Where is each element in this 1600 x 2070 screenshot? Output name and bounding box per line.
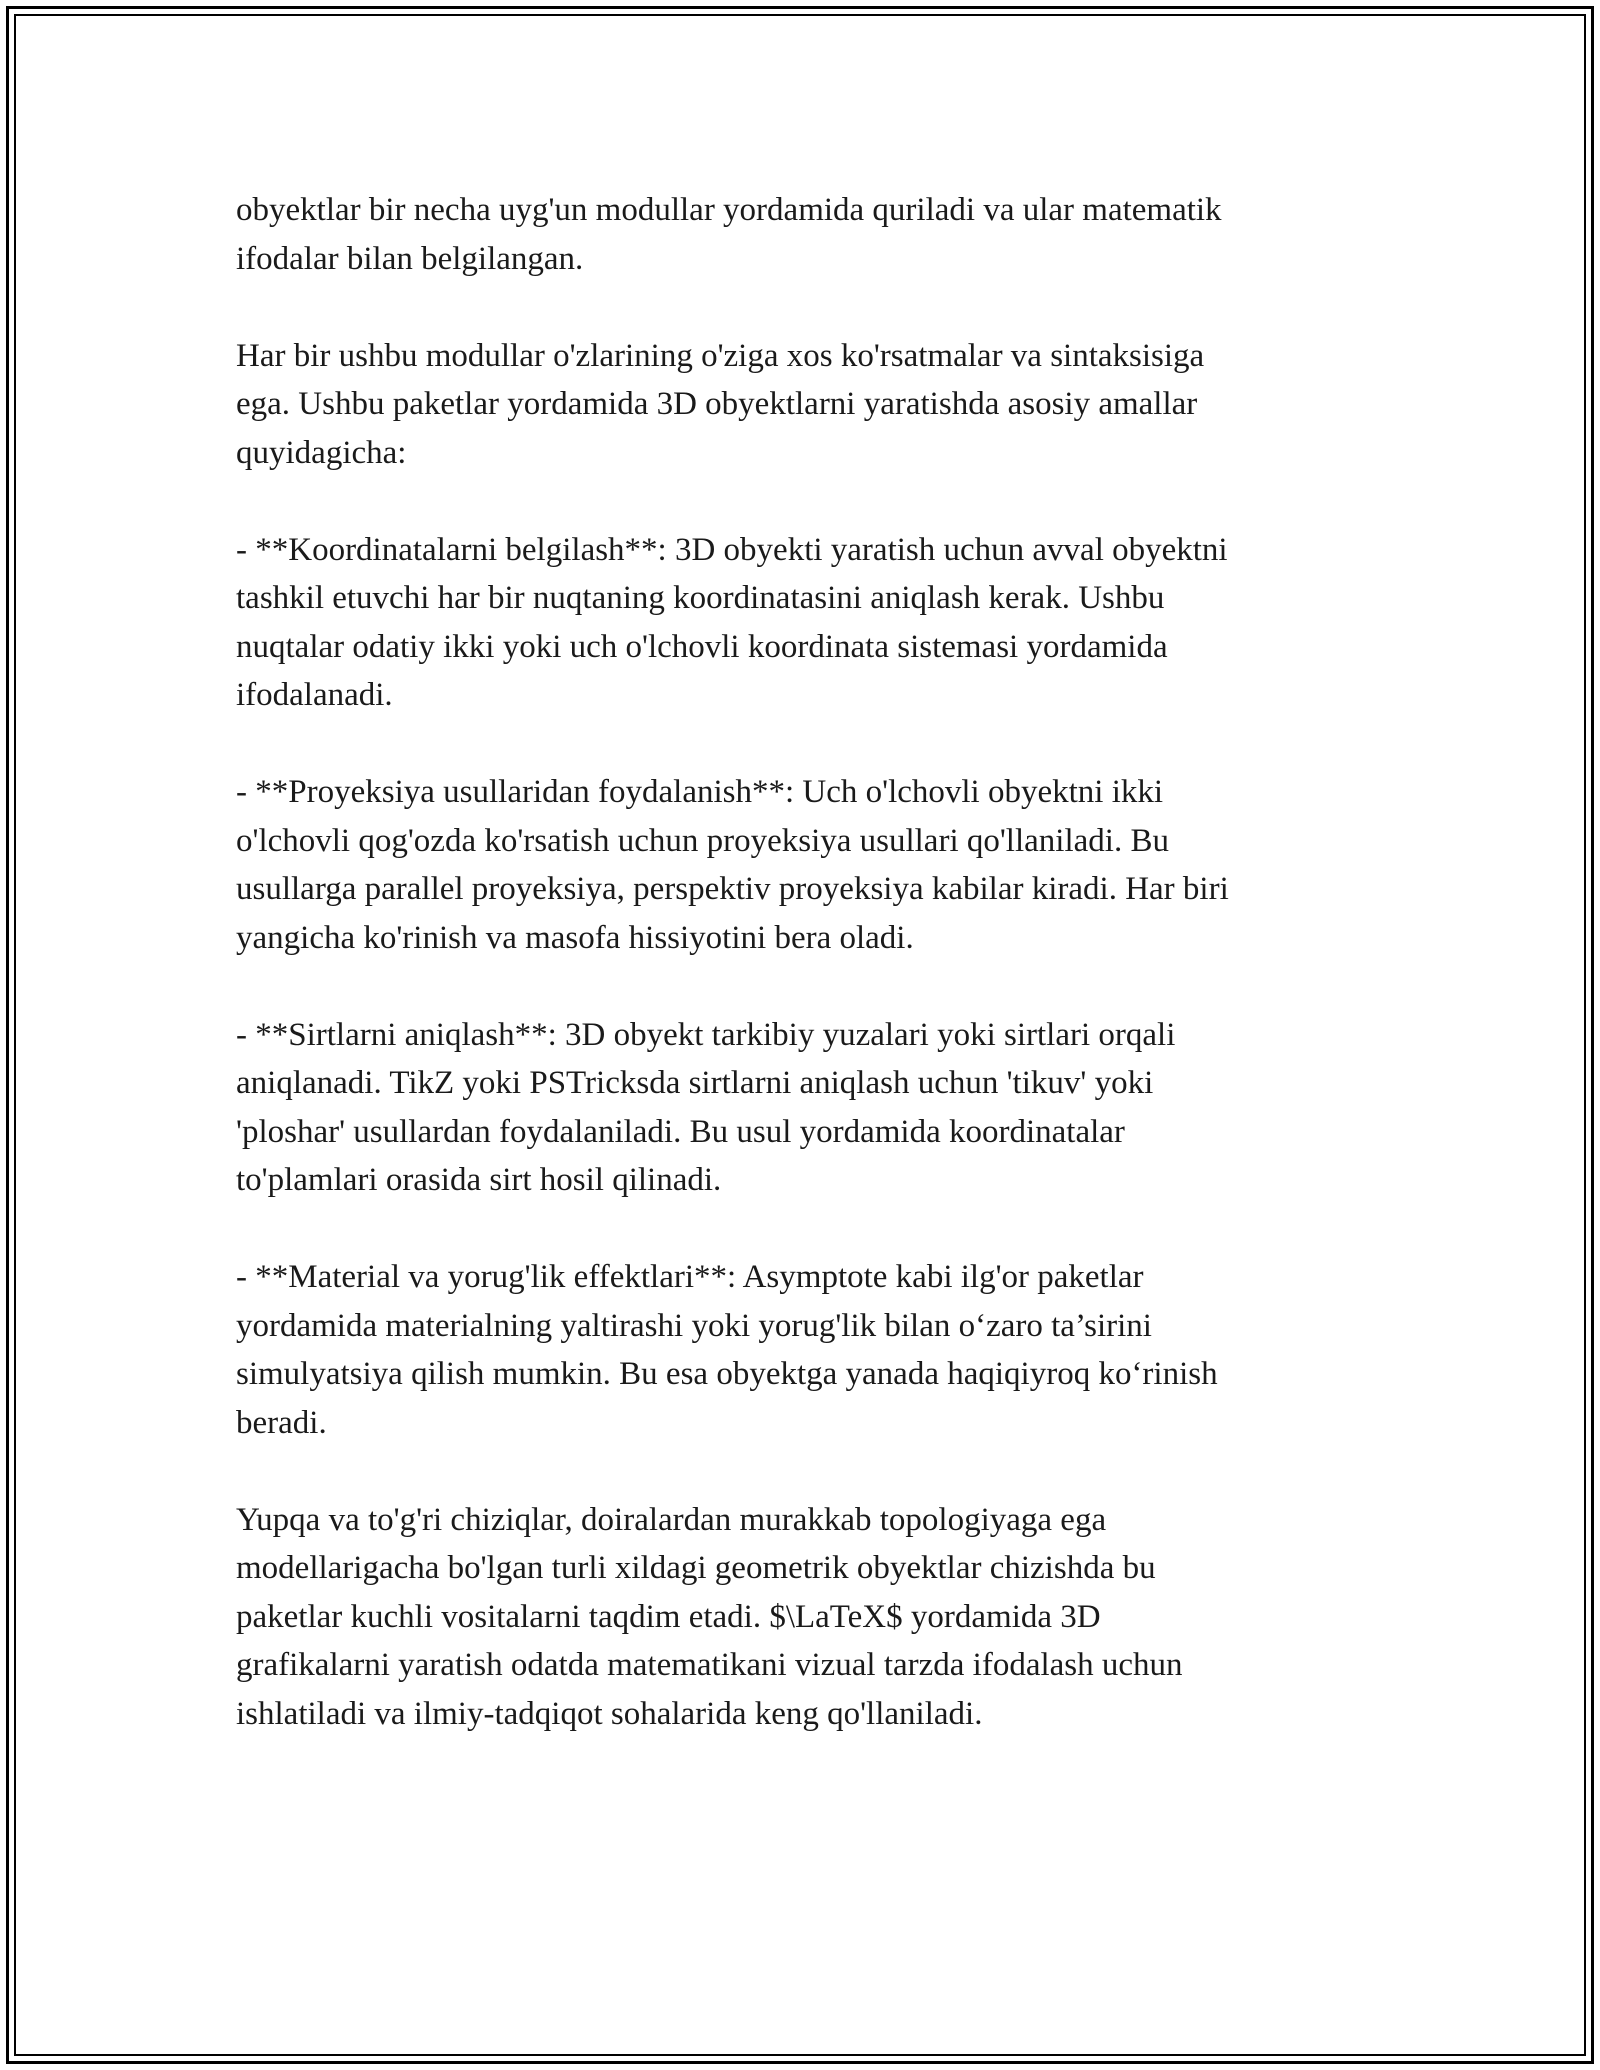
paragraph-conclusion: Yupqa va to'g'ri chiziqlar, doiralardan murakkab topologiyaga ega modellarigacha bo'lgan turli xildagi geometrik obyektlar chizishda bu paketlar kuchli vositalarni taqdim etadi. $\LaTeX$ yordamida 3D grafikalarni yaratish odatda matematikani vizual tarzda ifodalash uchun ishlatiladi va ilmiy-tadqiqot sohalarida keng qo'llaniladi. xyxy=(236,1501,1183,1732)
paragraph-intro: obyektlar bir necha uyg'un modullar yordamida quriladi va ular matematik ifodalar bilan belgilangan. xyxy=(236,192,1222,277)
list-item-material-lighting: - **Material va yorug'lik effektlari**: Asymptote kabi ilg'or paketlar yordamida materialning yaltirashi yoki yorug'lik bilan o‘zaro ta’sirini simulyatsiya qilish mumkin. Bu esa obyektga yanada haqiqiyroq ko‘rinish beradi. xyxy=(236,1259,1218,1441)
list-item-surfaces: - **Sirtlarni aniqlash**: 3D obyekt tarkibiy yuzalari yoki sirtlari orqali aniqlanadi. TikZ yoki PSTricksda sirtlarni aniqlash uchun 'tikuv' yoki 'ploshar' usullardan foydalaniladi. Bu usul yordamida koordinatalar to'plamlari orasida sirt hosil qilinadi. xyxy=(236,1016,1176,1198)
list-item-projection: - **Proyeksiya usullaridan foydalanish**: Uch o'lchovli obyektni ikki o'lchovli qog'ozda ko'rsatish uchun proyeksiya usullari qo'llaniladi. Bu usullarga parallel proyeksiya, perspektiv proyeksiya kabilar kiradi. Har biri yangicha ko'rinish va masofa hissiyotini bera oladi. xyxy=(236,774,1229,956)
paragraph-modules: Har bir ushbu modullar o'zlarining o'ziga xos ko'rsatmalar va sintaksisiga ega. Ushbu paketlar yordamida 3D obyektlarni yaratishda asosiy amallar quyidagicha: xyxy=(236,337,1205,471)
list-item-coordinates: - **Koordinatalarni belgilash**: 3D obyekti yaratish uchun avval obyektni tashkil etuvchi har bir nuqtaning koordinatasini aniqlash kerak. Ushbu nuqtalar odatiy ikki yoki uch o'lchovli koordinata sistemasi yordamida ifodalanadi. xyxy=(236,531,1228,713)
document-body xyxy=(236,186,1366,1738)
